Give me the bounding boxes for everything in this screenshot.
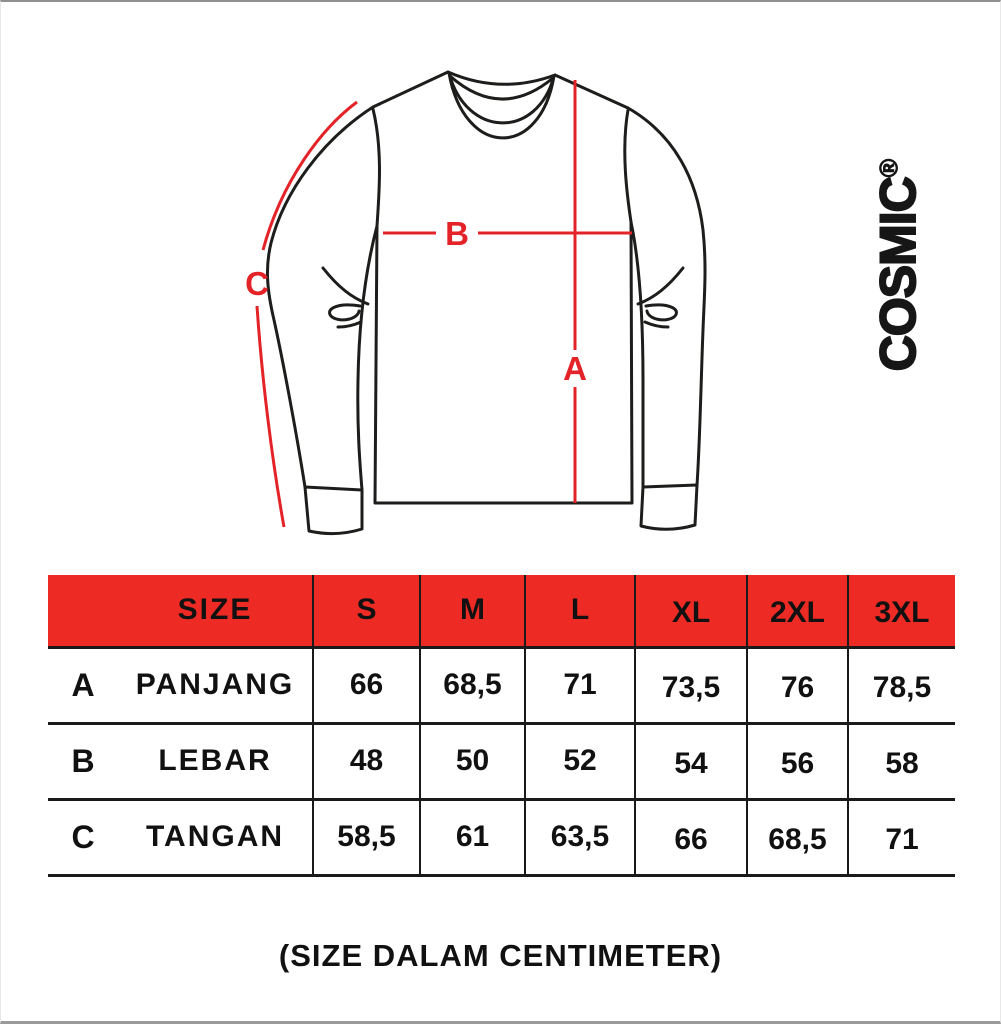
value-cell: 52 — [525, 723, 635, 799]
row-measure-label: LEBAR — [158, 744, 272, 777]
row-key: A — [71, 666, 95, 703]
brand-logo — [869, 159, 927, 371]
value-cell: 63,5 — [525, 799, 635, 875]
row-label-cell — [48, 723, 313, 799]
sleeve-label: C — [245, 265, 269, 302]
left-shoulder-line — [373, 72, 448, 107]
size-table — [48, 575, 955, 877]
length-label: A — [563, 350, 587, 387]
header-col-l: L — [525, 575, 635, 647]
value-cell: 78,5 — [848, 647, 955, 723]
value-cell: 66 — [313, 647, 420, 723]
header-col-3xl: 3XL — [848, 575, 955, 647]
row-label-cell — [48, 799, 313, 875]
size-header-label: SIZE — [177, 593, 253, 627]
row-measure-label: TANGAN — [145, 820, 285, 853]
registered-trademark-icon: ® — [875, 158, 904, 178]
units-caption: (SIZE DALAM CENTIMETER) — [278, 938, 723, 973]
value-cell: 71 — [848, 799, 955, 875]
value-cell: 54 — [635, 723, 747, 799]
header-col-2xl: 2XL — [747, 575, 848, 647]
header-col-xl: XL — [635, 575, 747, 647]
value-cell: 61 — [420, 799, 525, 875]
row-label-cell — [48, 647, 313, 723]
width-label: B — [445, 215, 469, 252]
table-row-panjang — [48, 647, 955, 723]
value-cell: 56 — [747, 723, 848, 799]
size-table-header-row — [48, 575, 955, 647]
body-outline — [373, 109, 632, 503]
value-cell: 66 — [635, 799, 747, 875]
value-cell: 58 — [848, 723, 955, 799]
right-shoulder-line — [555, 75, 628, 108]
left-sleeve-outline — [267, 107, 377, 534]
value-cell: 58,5 — [313, 799, 420, 875]
collar-outline — [448, 72, 555, 138]
brand-name: COSMIC — [870, 177, 926, 372]
row-key: B — [71, 742, 95, 779]
value-cell: 50 — [420, 723, 525, 799]
table-row-tangan — [48, 799, 955, 875]
value-cell: 73,5 — [635, 647, 747, 723]
header-col-s: S — [313, 575, 420, 647]
value-cell: 68,5 — [420, 647, 525, 723]
row-measure-label: PANJANG — [135, 668, 295, 701]
header-size-cell — [48, 575, 313, 647]
value-cell: 68,5 — [747, 799, 848, 875]
table-row-lebar — [48, 723, 955, 799]
header-col-m: M — [420, 575, 525, 647]
value-cell: 71 — [525, 647, 635, 723]
value-cell: 48 — [313, 723, 420, 799]
row-key: C — [71, 818, 95, 855]
value-cell: 76 — [747, 647, 848, 723]
